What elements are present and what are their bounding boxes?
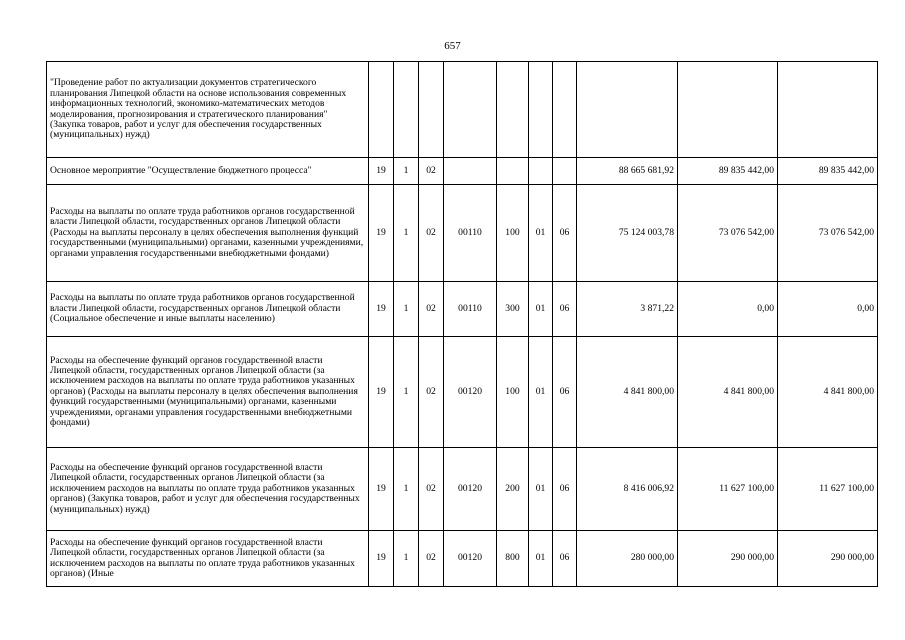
code-subprogram: 1 — [394, 337, 419, 448]
amount-year-3: 4 841 800,00 — [778, 337, 878, 448]
table-row — [47, 337, 878, 448]
code-event: 02 — [419, 158, 444, 185]
amount-year-1: 4 841 800,00 — [577, 337, 678, 448]
amount-year-1: 75 124 003,78 — [577, 185, 678, 282]
amount-year-3: 0,00 — [778, 282, 878, 337]
code-section: 01 — [529, 531, 553, 587]
code-subprogram — [394, 62, 419, 158]
row-description: Расходы на выплаты по оплате труда работников органов государственной власти Липецкой области, государственных органов Липецкой области (Социальное обеспечение и иные выплаты населению) — [47, 282, 369, 337]
code-subsection: 06 — [553, 185, 577, 282]
code-section: 01 — [529, 185, 553, 282]
budget-table — [46, 61, 878, 587]
code-expense-type: 800 — [497, 531, 529, 587]
code-program: 19 — [369, 531, 394, 587]
code-program: 19 — [369, 185, 394, 282]
amount-year-2: 89 835 442,00 — [678, 158, 778, 185]
amount-year-1: 280 000,00 — [577, 531, 678, 587]
code-program — [369, 62, 394, 158]
table-row — [47, 531, 878, 587]
code-section: 01 — [529, 448, 553, 531]
table-row — [47, 282, 878, 337]
table-row — [47, 185, 878, 282]
amount-year-2: 0,00 — [678, 282, 778, 337]
amount-year-2: 73 076 542,00 — [678, 185, 778, 282]
code-expense-type: 100 — [497, 337, 529, 448]
code-program: 19 — [369, 282, 394, 337]
code-program: 19 — [369, 448, 394, 531]
code-expense-type: 300 — [497, 282, 529, 337]
code-program: 19 — [369, 158, 394, 185]
code-direction: 00120 — [444, 337, 497, 448]
code-section: 01 — [529, 337, 553, 448]
amount-year-2: 290 000,00 — [678, 531, 778, 587]
amount-year-3: 11 627 100,00 — [778, 448, 878, 531]
code-direction: 00110 — [444, 185, 497, 282]
row-description: Основное мероприятие "Осуществление бюджетного процесса" — [47, 158, 369, 185]
row-description: Расходы на выплаты по оплате труда работников органов государственной власти Липецкой области, государственных органов Липецкой области (Расходы на выплаты персоналу в целях обеспечения выполнения функций государственными (муниципальными) органами, казенными учреждениями, органами управления государственными внебюджетными фондами) — [47, 185, 369, 282]
code-section — [529, 158, 553, 185]
table-row — [47, 62, 878, 158]
amount-year-2: 11 627 100,00 — [678, 448, 778, 531]
code-program: 19 — [369, 337, 394, 448]
code-event — [419, 62, 444, 158]
code-section: 01 — [529, 282, 553, 337]
row-description: Расходы на обеспечение функций органов государственной власти Липецкой области, государственных органов Липецкой области (за исключением расходов на выплаты по оплате труда работников указанных органов) (Расходы на выплаты персоналу в целях обеспечения выполнения функций государственными (муниципальными) органами, казенными учреждениями, органами управления государственными внебюджетными фондами) — [47, 337, 369, 448]
code-direction: 00120 — [444, 448, 497, 531]
code-expense-type — [497, 62, 529, 158]
code-expense-type: 100 — [497, 185, 529, 282]
code-direction: 00110 — [444, 282, 497, 337]
code-subprogram: 1 — [394, 531, 419, 587]
amount-year-3: 73 076 542,00 — [778, 185, 878, 282]
code-event: 02 — [419, 185, 444, 282]
table-row — [47, 448, 878, 531]
code-event: 02 — [419, 531, 444, 587]
code-subprogram: 1 — [394, 185, 419, 282]
code-subsection — [553, 158, 577, 185]
amount-year-3 — [778, 62, 878, 158]
row-description: Расходы на обеспечение функций органов государственной власти Липецкой области, государственных органов Липецкой области (за исключением расходов на выплаты по оплате труда работников указанных органов) (Иные — [47, 531, 369, 587]
code-subprogram: 1 — [394, 282, 419, 337]
code-expense-type — [497, 158, 529, 185]
amount-year-3: 89 835 442,00 — [778, 158, 878, 185]
code-section — [529, 62, 553, 158]
code-event: 02 — [419, 282, 444, 337]
page-number: 657 — [444, 40, 461, 52]
amount-year-3: 290 000,00 — [778, 531, 878, 587]
amount-year-1: 88 665 681,92 — [577, 158, 678, 185]
code-expense-type: 200 — [497, 448, 529, 531]
code-subsection: 06 — [553, 531, 577, 587]
table-row — [47, 158, 878, 185]
amount-year-1 — [577, 62, 678, 158]
code-subsection: 06 — [553, 337, 577, 448]
amount-year-1: 8 416 006,92 — [577, 448, 678, 531]
code-subsection — [553, 62, 577, 158]
row-description: "Проведение работ по актуализации документов стратегического планирования Липецкой области на основе использования современных информационных технологий, экономико-математических методов моделирования, прогнозирования и стратегического планирования" (Закупка товаров, работ и услуг для обеспечения государственных (муниципальных) нужд) — [47, 62, 369, 158]
row-description: Расходы на обеспечение функций органов государственной власти Липецкой области, государственных органов Липецкой области (за исключением расходов на выплаты по оплате труда работников указанных органов) (Закупка товаров, работ и услуг для обеспечения государственных (муниципальных) нужд) — [47, 448, 369, 531]
amount-year-1: 3 871,22 — [577, 282, 678, 337]
code-subsection: 06 — [553, 282, 577, 337]
code-subprogram: 1 — [394, 158, 419, 185]
code-direction: 00120 — [444, 531, 497, 587]
amount-year-2 — [678, 62, 778, 158]
code-direction — [444, 62, 497, 158]
code-event: 02 — [419, 448, 444, 531]
code-direction — [444, 158, 497, 185]
code-event: 02 — [419, 337, 444, 448]
code-subsection: 06 — [553, 448, 577, 531]
code-subprogram: 1 — [394, 448, 419, 531]
amount-year-2: 4 841 800,00 — [678, 337, 778, 448]
